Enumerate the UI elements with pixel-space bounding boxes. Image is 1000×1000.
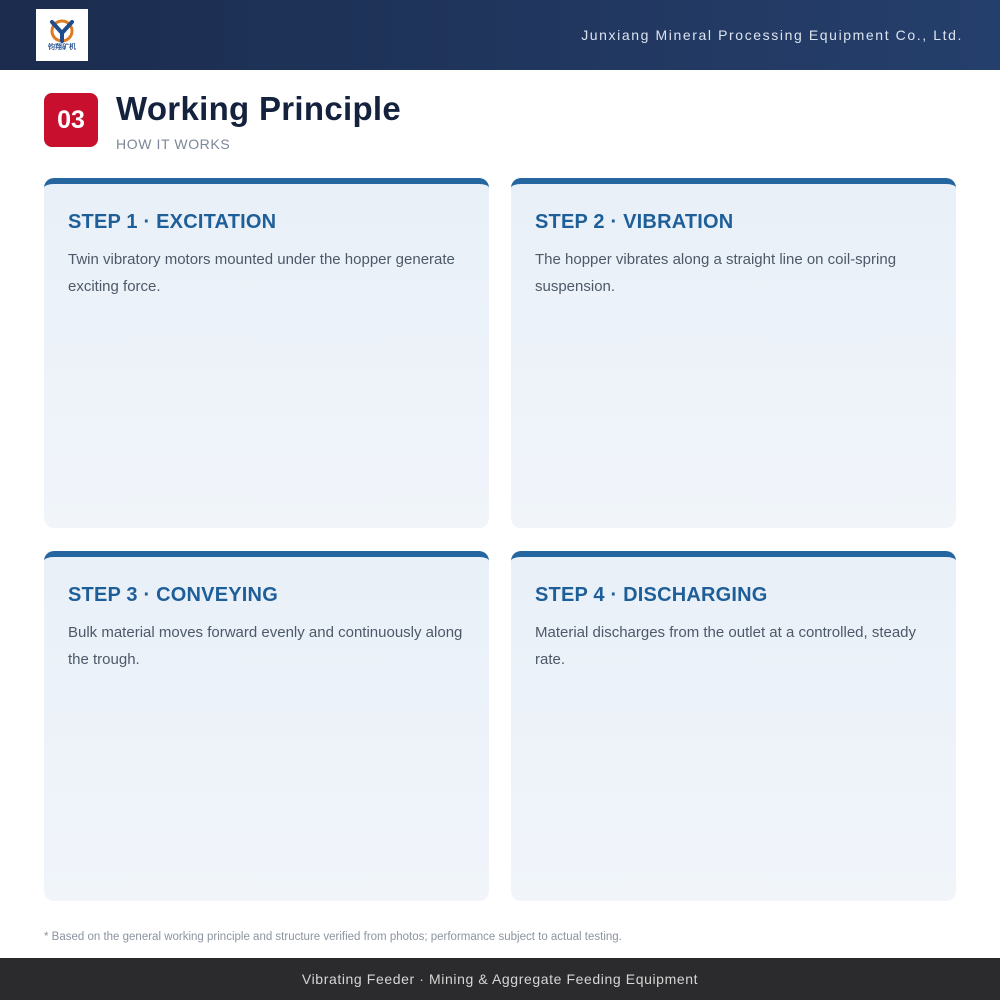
page-title: Working Principle [116, 90, 402, 127]
step-title: STEP 4 · DISCHARGING [535, 584, 768, 606]
footer-bar [0, 958, 1000, 1000]
logo-mark-icon [47, 19, 77, 43]
page-subtitle: HOW IT WORKS [116, 136, 231, 152]
step-card-1 [44, 178, 489, 528]
step-description: Material discharges from the outlet at a controlled, steady rate. [535, 624, 917, 668]
step-card-4 [511, 551, 956, 901]
step-title: STEP 2 · VIBRATION [535, 211, 734, 233]
header-bar [0, 0, 1000, 70]
footer-text: Vibrating Feeder · Mining & Aggregate Feeding Equipment [301, 971, 699, 987]
company-name: Junxiang Mineral Processing Equipment Co., Ltd. [581, 27, 963, 43]
footnote: * Based on the general working principle and structure verified from photos; performance subject to actual testing. [44, 931, 622, 943]
company-logo [36, 9, 88, 61]
step-title: STEP 1 · EXCITATION [68, 211, 277, 233]
section-number-badge: 03 [44, 93, 98, 147]
logo-text: 钧翔矿机 [48, 43, 76, 51]
step-description: Bulk material moves forward evenly and continuously along the trough. [68, 624, 463, 668]
step-description: Twin vibratory motors mounted under the hopper generate exciting force. [68, 251, 455, 295]
step-card-3 [44, 551, 489, 901]
step-description: The hopper vibrates along a straight line on coil-spring suspension. [535, 251, 897, 295]
step-title: STEP 3 · CONVEYING [68, 584, 278, 606]
step-card-2 [511, 178, 956, 528]
